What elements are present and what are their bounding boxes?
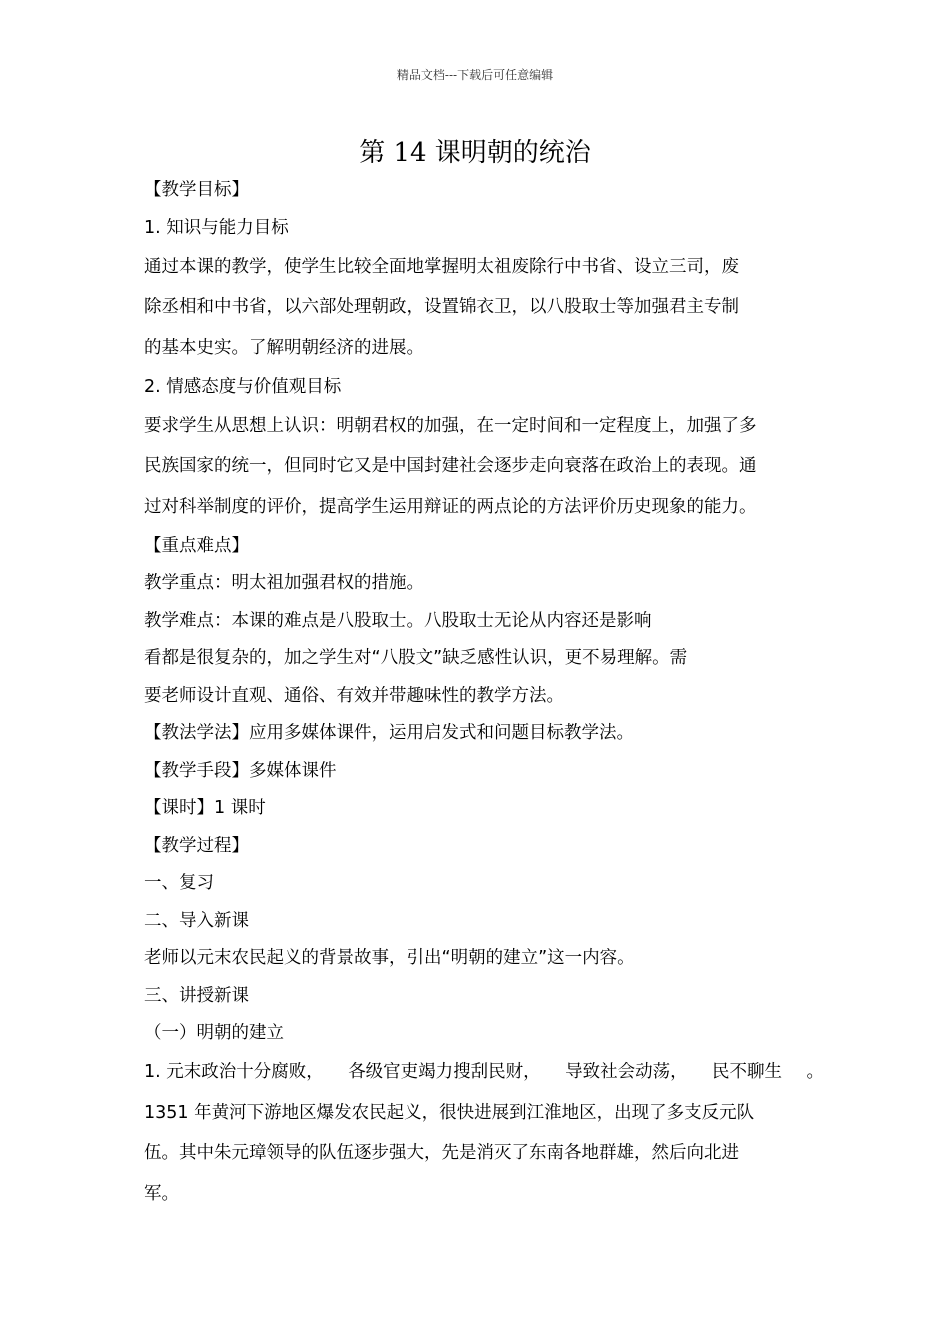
- text-line: 【重点难点】: [144, 535, 249, 556]
- header-note: 精品文档---下载后可任意编辑: [396, 68, 554, 82]
- text-line: 【教法学法】应用多媒体课件，运用启发式和问题目标教学法。: [144, 723, 634, 744]
- document-body: [144, 170, 824, 1213]
- justified-line: [144, 1051, 824, 1092]
- text-line: 要老师设计直观、通俗、有效并带趣味性的教学方法。: [144, 685, 564, 706]
- text-line: 教学难点：本课的难点是八股取士。八股取士无论从内容还是影响: [144, 610, 652, 631]
- text-line: 过对科举制度的评价，提高学生运用辩证的两点论的方法评价历史现象的能力。: [144, 496, 757, 517]
- text-line: 1. 知识与能力目标: [144, 217, 289, 238]
- text-line: 2. 情感态度与价值观目标: [144, 376, 342, 397]
- text-line: 伍。其中朱元璋领导的队伍逐步强大，先是消灭了东南各地群雄，然后向北进: [144, 1143, 739, 1164]
- text-line: 【课时】1 课时: [144, 798, 266, 819]
- text-line: 【教学目标】: [144, 180, 249, 201]
- text-line: 军。: [144, 1183, 179, 1204]
- text-line: 看都是很复杂的，加之学生对“八股文”缺乏感性认识，更不易理解。需: [144, 648, 688, 669]
- text-segment: 。: [806, 1062, 824, 1083]
- document-title: 第 14 课明朝的统治: [359, 138, 591, 168]
- text-line: 通过本课的教学，使学生比较全面地掌握明太祖废除行中书省、设立三司，废: [144, 256, 739, 277]
- paragraph-lines-tail: [144, 1091, 824, 1213]
- text-line: 民族国家的统一，但同时它又是中国封建社会逐步走向衰落在政治上的表现。通: [144, 456, 757, 477]
- text-segment: 民不聊生: [712, 1062, 783, 1083]
- text-line: （一）明朝的建立: [144, 1023, 284, 1044]
- text-line: 一、复习: [144, 873, 214, 894]
- text-line: 除丞相和中书省，以六部处理朝政，设置锦衣卫，以八股取士等加强君主专制: [144, 297, 739, 318]
- text-segment: 各级官吏竭力搜刮民财，: [348, 1062, 541, 1083]
- text-line: 老师以元末农民起义的背景故事，引出“明朝的建立”这一内容。: [144, 948, 635, 969]
- text-line: 的基本史实。了解明朝经济的进展。: [144, 337, 424, 358]
- text-line: 教学重点：明太祖加强君权的措施。: [144, 573, 424, 594]
- text-line: 【教学手段】多媒体课件: [144, 760, 337, 781]
- text-line: 1351 年黄河下游地区爆发农民起义，很快进展到江淮地区，出现了多支反元队: [144, 1102, 755, 1123]
- paragraph-lines: [144, 170, 824, 1051]
- text-line: 【教学过程】: [144, 835, 249, 856]
- text-line: 二、导入新课: [144, 910, 249, 931]
- text-segment: 1. 元末政治十分腐败，: [144, 1062, 324, 1083]
- text-line: 要求学生从思想上认识：明朝君权的加强，在一定时间和一定程度上，加强了多: [144, 415, 757, 436]
- text-segment: 导致社会动荡，: [565, 1062, 688, 1083]
- text-line: 三、讲授新课: [144, 985, 249, 1006]
